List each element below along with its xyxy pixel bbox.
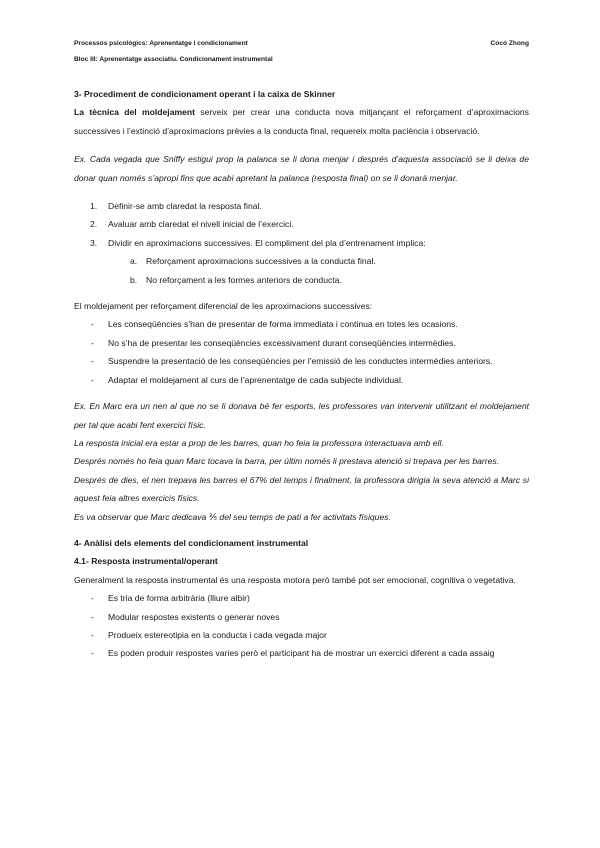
diff-intro: El moldejament per reforçament diferencial de les aproximacions successives:: [74, 301, 373, 312]
header-course: Processos psicològics: Aprenentatge i condicionament: [74, 40, 248, 47]
header-author: Cocó Zhong: [490, 40, 529, 47]
section4-subtitle: 4.1- Resposta instrumental/operant: [74, 556, 218, 567]
list-item: 3. Dividir en aproximacions successives. El compliment del pla d’entrenament implica:: [90, 237, 426, 248]
list-item: b. No reforçament a les formes anteriors de conducta.: [130, 274, 342, 285]
marc-example-line: Després de dies, el nen trepava les barres el 67% del temps i finalment, la professora dirigia la seva atenció a Marc si aquest feia altres exercicis físics.: [74, 474, 529, 504]
section3-example: Ex. Cada vegada que Sniffy estigui prop la palanca se li dona menjar i després d’aquesta associació se li deixa de donar quan només s’apropi fins que acabi apretant la palanca (resposta final) on se li donarà menjar.: [74, 154, 529, 183]
list-item: - Adaptar el moldejament al curs de l’aprenentatge de cada subjecte individual.: [91, 374, 404, 385]
document-page: [74, 0, 529, 848]
section4-title: 4- Anàlisi dels elements del condicionament instrumental: [74, 537, 309, 548]
section3-title: 3- Procediment de condicionament operant i la caixa de Skinner: [74, 89, 336, 99]
intro-bold: La tècnica del moldejament: [74, 107, 195, 118]
list-item: - Es poden produir respostes varies però el participant ha de mostrar un exercici diferent a cada assaig: [91, 648, 495, 659]
section3-intro: [74, 103, 529, 140]
section4-intro: Generalment la resposta instrumental és una resposta motora però també pot ser emocional, cognitiva o vegetativa.: [74, 574, 516, 585]
response-list: [74, 589, 529, 663]
list-item: a. Reforçament aproximacions successives a la conducta final.: [130, 256, 376, 267]
marc-example-line: La resposta inicial era estar a prop de les barres, quan ho feia la professora interactuava amb ell.: [74, 437, 444, 448]
document-body: [74, 85, 529, 663]
marc-example-line: Ex. En Marc era un nen al que no se li donava bé fer esports, les professores van intervenir utilitzant el moldejament per tal que acabi fent exercici físic.: [74, 401, 529, 430]
list-item: - Modular respostes existents o generar noves: [91, 611, 280, 622]
list-item: - Produeix estereotipia en la conducta i cada vegada major: [91, 629, 327, 640]
list-item: - Suspendre la presentació de les conseqüències per l’emissió de les conductes intermèdies anteriors.: [91, 356, 493, 367]
list-item: - No s’ha de presentar les conseqüències excessivament durant conseqüències intermèdies.: [91, 337, 456, 348]
list-item: 2. Avaluar amb claredat el nivell inicial de l’exercici.: [90, 219, 294, 230]
diff-list: [74, 315, 529, 389]
list-item: 1. Definir-se amb claredat la resposta final.: [90, 201, 262, 212]
list-item: - Les conseqüències s’han de presentar de forma immediata i continua en totes les ocasions.: [91, 319, 458, 330]
steps-list: [74, 197, 529, 252]
intro-rest: serveix per crear una conducta nova mitjançant el reforçament d’aproximacions successives i l’extinció d’aproximacions prèvies a la conducta final, requereix molta paciència i observació.: [74, 107, 529, 136]
marc-example-line: Després només ho feia quan Marc tocava la barra, per últim només li prestava atenció si trepava per les barres.: [74, 456, 500, 467]
marc-example-line: Es va observar que Marc dedicava ⅗ del seu temps de pati a fer activitats físiques.: [74, 511, 391, 522]
list-item: - Es tria de forma arbitrària (lliure albir): [91, 593, 250, 604]
header-block: Bloc III: Aprenentatge associatiu. Condicionament instrumental: [74, 56, 273, 63]
